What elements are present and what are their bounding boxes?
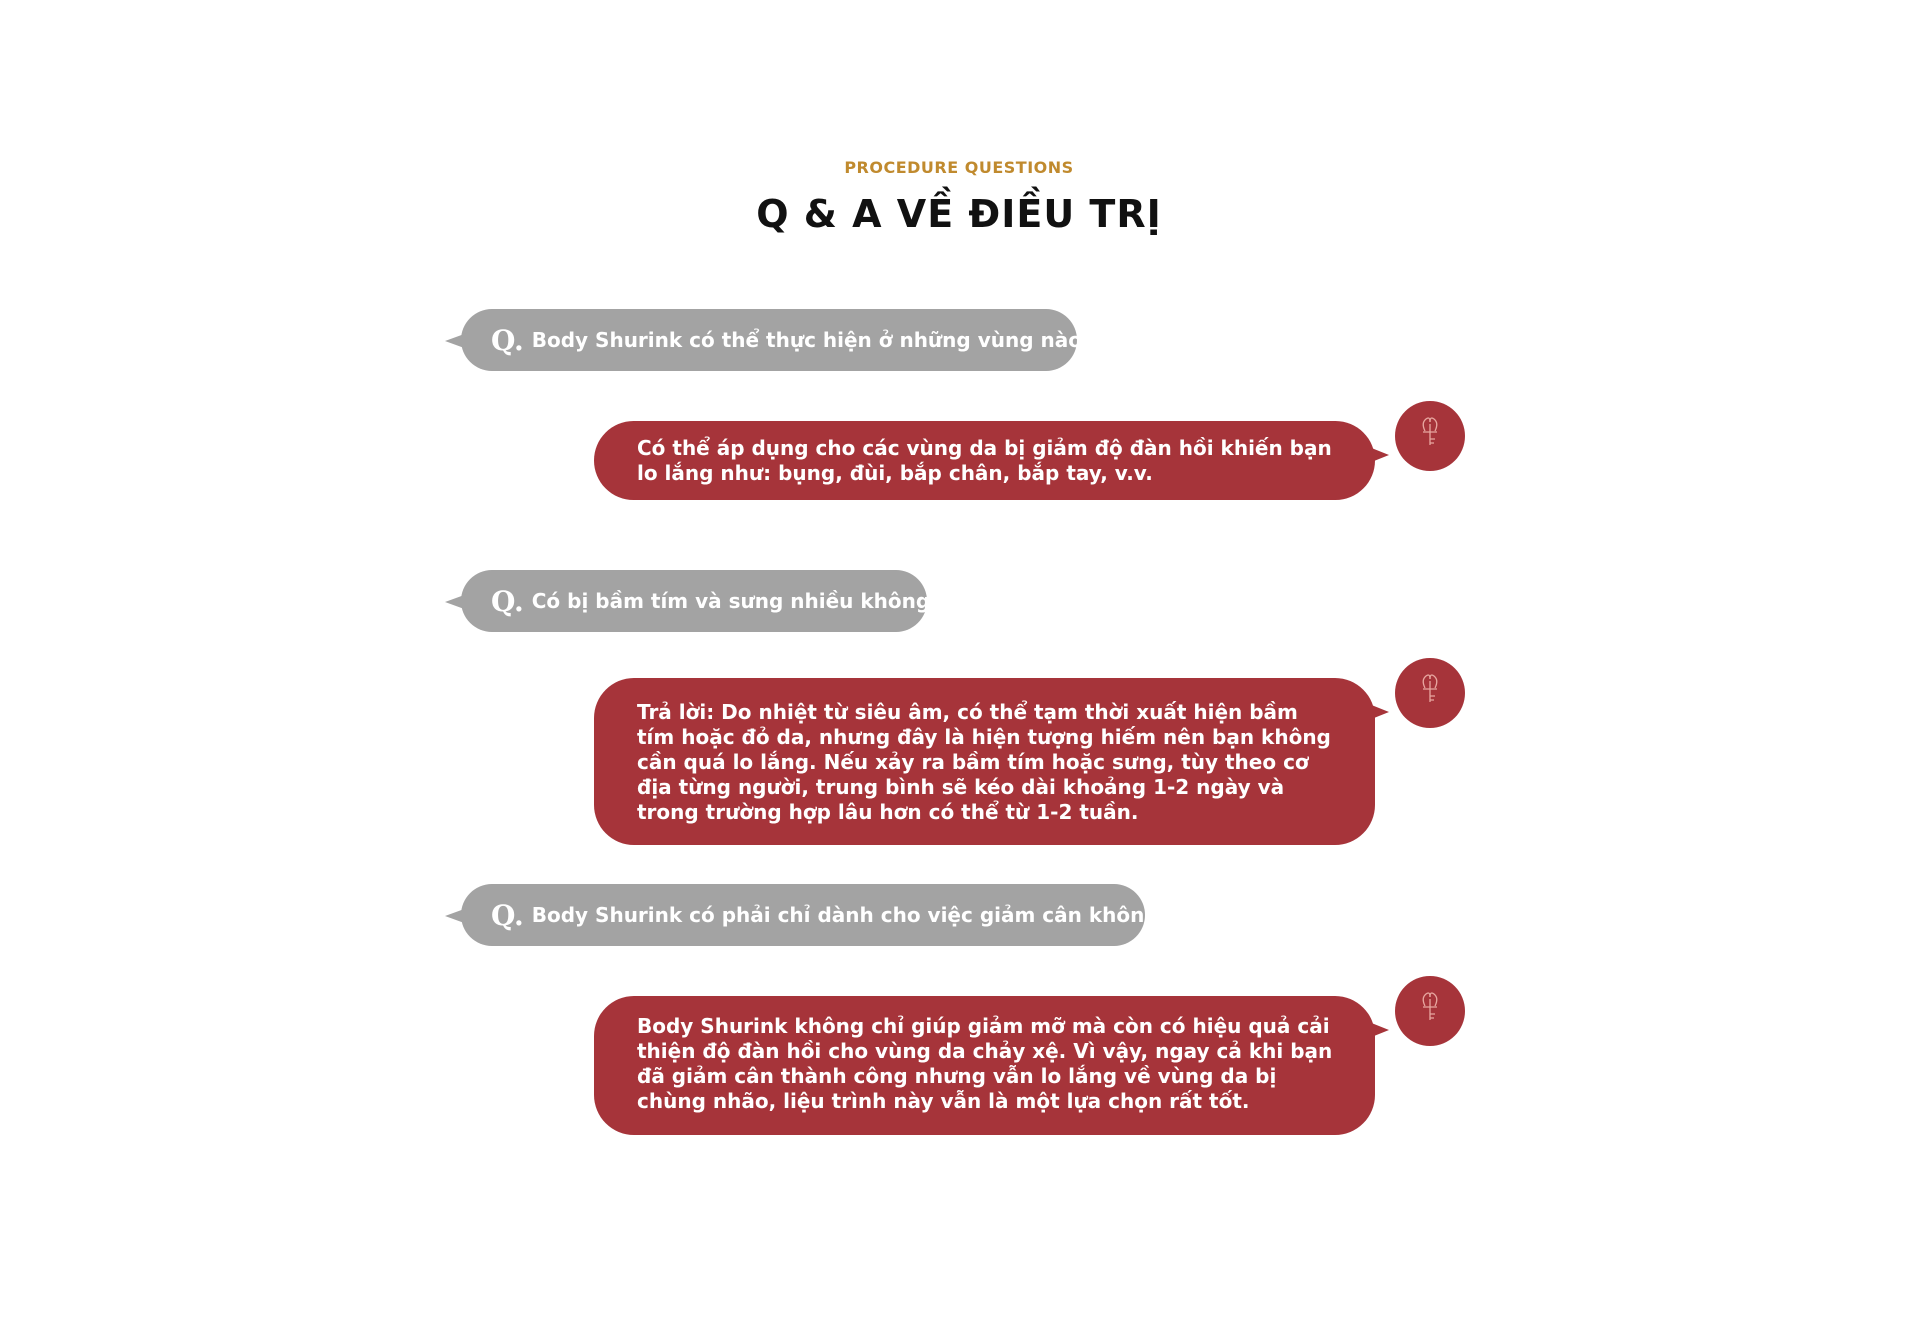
answer-text: Body Shurink không chỉ giúp giảm mỡ mà còn có hiệu quả cải thiện độ đàn hồi cho vùng da chảy xệ. Vì vậy, ngay cả khi bạn đã giảm cân thành công nhưng vẫn lo lắng về vùng da bị chùng nhão, liệu trình này vẫn là một lựa chọn rất tốt. xyxy=(637,1014,1333,1113)
answer-text: Có thể áp dụng cho các vùng da bị giảm độ đàn hồi khiến bạn lo lắng như: bụng, đùi, bắp chân, bắp tay, v.v. xyxy=(637,436,1332,485)
section-eyebrow: PROCEDURE QUESTIONS xyxy=(844,158,1074,177)
answer-text: Trả lời: Do nhiệt từ siêu âm, có thể tạm thời xuất hiện bầm tím hoặc đỏ da, nhưng đây là hiện tượng hiếm nên bạn không cần quá lo lắng. Nếu xảy ra bầm tím hoặc sưng, tùy theo cơ địa từng người, trung bình sẽ kéo dài khoảng 1-2 ngày và trong trường hợp lâu hơn có thể từ 1-2 tuần. xyxy=(637,700,1331,824)
question-text: Có bị bầm tím và sưng nhiều không? xyxy=(531,589,942,613)
answer-bubble xyxy=(594,678,1375,845)
question-bubble xyxy=(461,570,942,632)
question-mark-label: Q. xyxy=(491,584,524,618)
section-title: Q & A VỀ ĐIỀU TRỊ xyxy=(756,192,1162,236)
question-mark-label: Q. xyxy=(491,323,524,357)
question-bubble xyxy=(461,884,1171,946)
question-mark-label: Q. xyxy=(491,898,524,932)
answer-bubble xyxy=(594,996,1375,1135)
clinic-logo-icon xyxy=(1395,658,1465,728)
answer-bubble xyxy=(594,421,1375,500)
clinic-logo-icon xyxy=(1395,401,1465,471)
question-text: Body Shurink có thể thực hiện ở những vùng nào? xyxy=(531,328,1094,352)
question-text: Body Shurink có phải chỉ dành cho việc giảm cân không? xyxy=(531,903,1171,927)
clinic-logo-icon xyxy=(1395,976,1465,1046)
question-bubble xyxy=(461,309,1094,371)
